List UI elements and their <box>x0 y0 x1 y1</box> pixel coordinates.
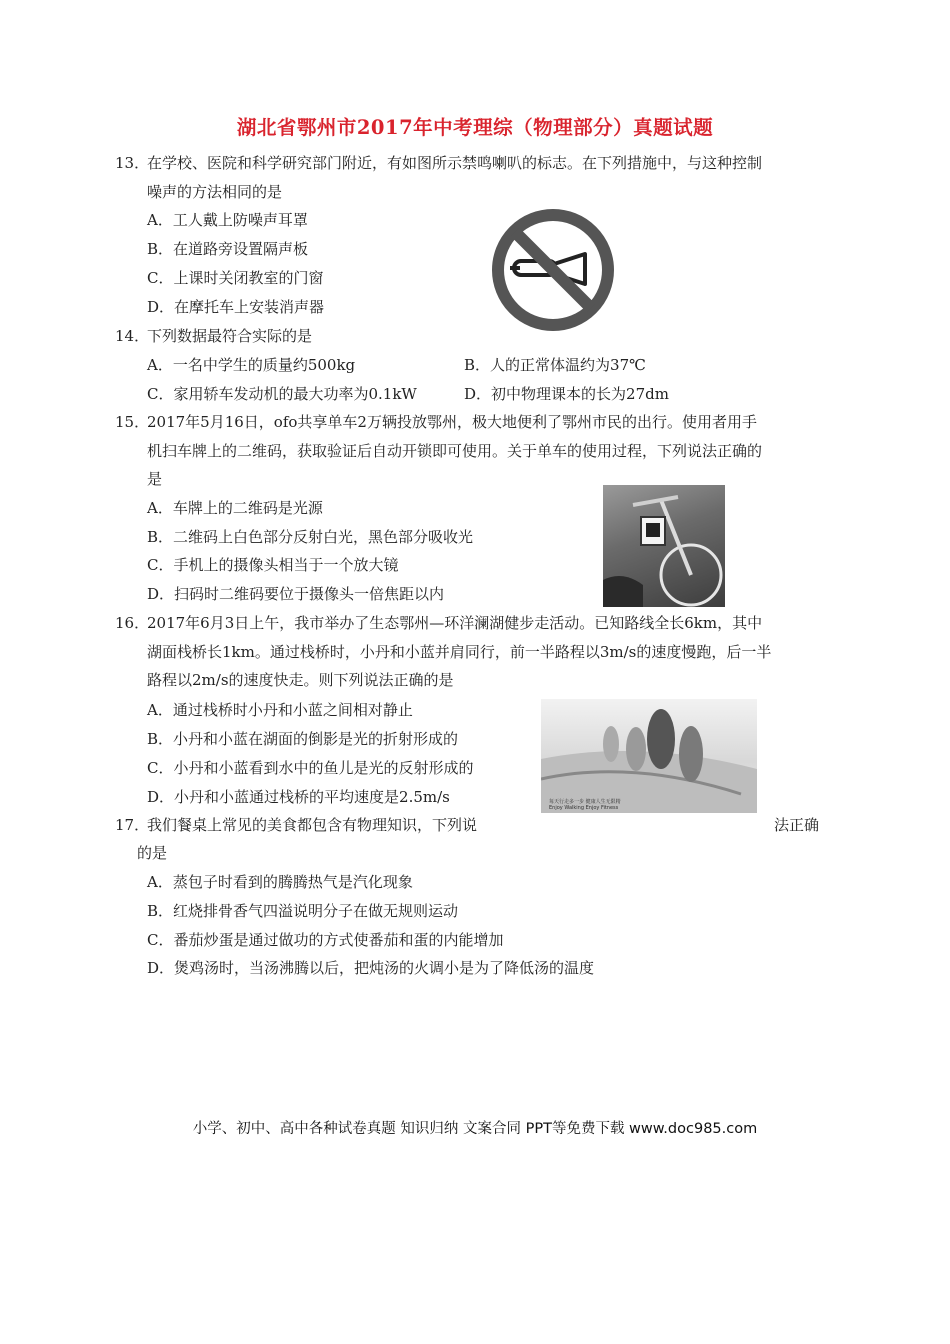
question-text: 在学校、医院和科学研究部门附近，有如图所示禁鸣喇叭的标志。在下列措施中，与这种控制 <box>147 154 763 172</box>
option: B．人的正常体温约为37℃ <box>464 356 646 374</box>
option: B．小丹和小蓝在湖面的倒影是光的折射形成的 <box>147 730 459 748</box>
question-text: 法正确 <box>774 816 820 834</box>
question-number: 14． <box>115 327 150 345</box>
question-text: 下列数据最符合实际的是 <box>147 327 313 345</box>
option: B．在道路旁设置隔声板 <box>147 240 309 258</box>
question-text: 2017年6月3日上午，我市举办了生态鄂州—环洋澜湖健步走活动。已知路线全长6km，其中 <box>147 614 763 632</box>
walk-caption: 每天行走多一步 健康人生无限精 Enjoy Walking Enjoy Fitness <box>549 799 621 811</box>
option: C．番茄炒蛋是通过做功的方式使番茄和蛋的内能增加 <box>147 931 504 949</box>
option: D．初中物理课本的长为27dm <box>464 385 669 403</box>
question-text: 机扫车牌上的二维码，获取验证后自动开锁即可使用。关于单车的使用过程，下列说法正确的 <box>147 442 763 460</box>
download-footer: 小学、初中、高中各种试卷真题 知识归纳 文案合同 PPT等免费下载 www.doc985.com <box>192 1121 758 1137</box>
option: C．上课时关闭教室的门窗 <box>147 269 324 287</box>
option: D．在摩托车上安装消声器 <box>147 298 325 316</box>
question-text: 路程以2m/s的速度快走。则下列说法正确的是 <box>147 671 454 689</box>
question-text: 是 <box>147 470 163 488</box>
option: A．蒸包子时看到的腾腾热气是汽化现象 <box>147 873 413 891</box>
option: A．车牌上的二维码是光源 <box>147 499 323 517</box>
question-number: 15． <box>115 413 150 431</box>
question-text: 噪声的方法相同的是 <box>147 183 283 201</box>
option: D．小丹和小蓝通过栈桥的平均速度是2.5m/s <box>147 788 450 806</box>
bicycle-icon <box>603 485 725 607</box>
option: A．通过栈桥时小丹和小蓝之间相对静止 <box>147 701 413 719</box>
bike-qr-photo <box>603 485 725 607</box>
walkers-illustration <box>541 699 757 813</box>
option: A．工人戴上防噪声耳罩 <box>147 211 308 229</box>
option: D．扫码时二维码要位于摄像头一倍焦距以内 <box>147 585 445 603</box>
no-honking-sign-icon <box>490 208 616 332</box>
option: C．小丹和小蓝看到水中的鱼儿是光的反射形成的 <box>147 759 474 777</box>
option: A．一名中学生的质量约500kg <box>147 356 356 374</box>
option: D．煲鸡汤时，当汤沸腾以后，把炖汤的火调小是为了降低汤的温度 <box>147 959 595 977</box>
question-text: 2017年5月16日，ofo共享单车2万辆投放鄂州，极大地便利了鄂州市民的出行。使用者用手 <box>147 413 757 431</box>
option: C．家用轿车发动机的最大功率为0.1kW <box>147 385 417 403</box>
question-number: 13． <box>115 154 150 172</box>
option: C．手机上的摄像头相当于一个放大镜 <box>147 556 399 574</box>
option: B．红烧排骨香气四溢说明分子在做无规则运动 <box>147 902 459 920</box>
question-text: 我们餐桌上常见的美食都包含有物理知识，下列说 <box>147 816 478 834</box>
question-text: 的是 <box>137 844 168 862</box>
option: B．二维码上白色部分反射白光，黑色部分吸收光 <box>147 528 474 546</box>
question-number: 17． <box>115 816 150 834</box>
question-text: 湖面栈桥长1km。通过栈桥时，小丹和小蓝并肩同行，前一半路程以3m/s的速度慢跑，后一半 <box>147 643 772 661</box>
walking-event-photo <box>541 699 757 813</box>
document-title: 湖北省鄂州市2017年中考理综（物理部分）真题试题 <box>236 116 714 139</box>
question-number: 16． <box>115 614 150 632</box>
